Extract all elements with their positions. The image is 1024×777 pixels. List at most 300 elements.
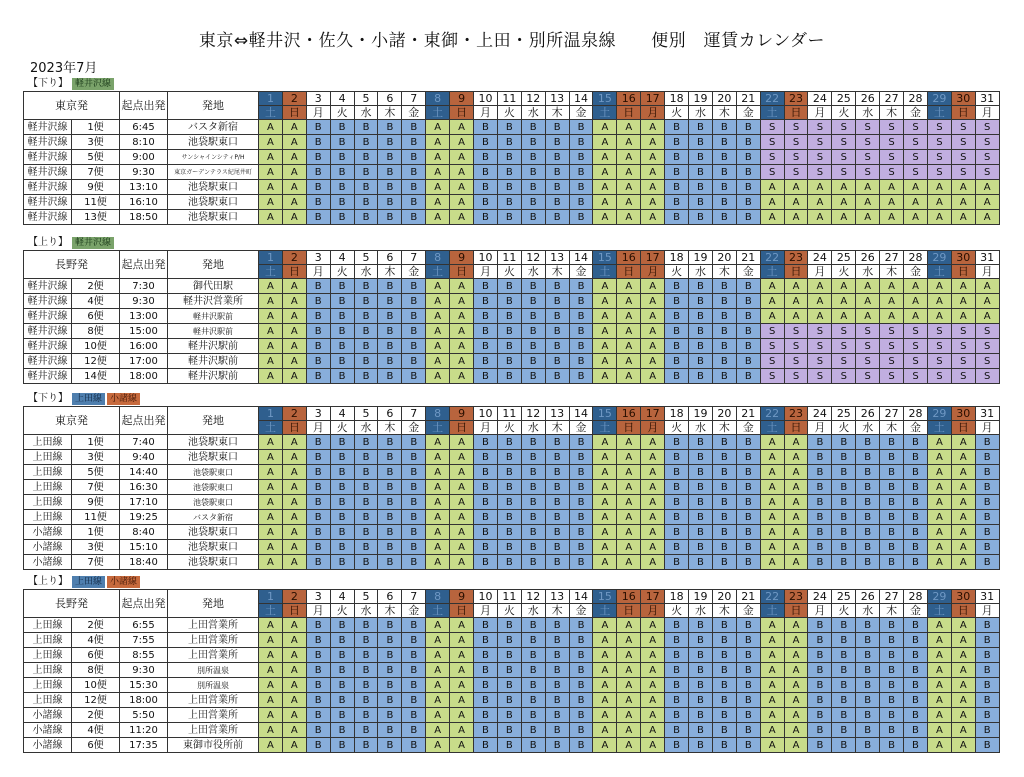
day-number: 6	[378, 92, 402, 106]
fare-cell: A	[641, 339, 665, 354]
fare-cell: B	[545, 294, 569, 309]
bin-number: 10便	[72, 678, 120, 693]
fare-cell: A	[784, 279, 808, 294]
weekday: 火	[665, 421, 689, 435]
line-name: 上田線	[24, 633, 72, 648]
departure-stop: 池袋駅東口	[168, 465, 259, 480]
day-number: 4	[330, 251, 354, 265]
fare-cell: B	[689, 150, 713, 165]
fare-cell: B	[306, 309, 330, 324]
fare-cell: B	[975, 465, 999, 480]
weekday: 水	[354, 265, 378, 279]
fare-cell: S	[975, 369, 999, 384]
line-name: 軽井沢線	[24, 339, 72, 354]
departure-stop: 池袋駅東口	[168, 450, 259, 465]
weekday: 金	[402, 421, 426, 435]
fare-cell: A	[617, 663, 641, 678]
fare-cell: A	[784, 495, 808, 510]
fare-cell: A	[641, 369, 665, 384]
fare-cell: A	[450, 723, 474, 738]
fare-cell: A	[617, 165, 641, 180]
depart-time: 15:00	[120, 324, 168, 339]
fare-cell: B	[665, 495, 689, 510]
departure-stop: 軽井沢駅前	[168, 369, 259, 384]
departure-stop: 池袋駅東口	[168, 540, 259, 555]
fare-cell: B	[402, 309, 426, 324]
fare-cell: A	[259, 369, 283, 384]
departure-stop: 池袋駅東口	[168, 180, 259, 195]
day-number: 16	[617, 92, 641, 106]
fare-cell: A	[617, 723, 641, 738]
section-label	[28, 393, 140, 405]
day-number: 31	[975, 590, 999, 604]
route-tag: 上田線	[72, 576, 105, 588]
line-name: 軽井沢線	[24, 195, 72, 210]
fare-cell: B	[689, 294, 713, 309]
bin-number: 4便	[72, 723, 120, 738]
day-number: 8	[426, 251, 450, 265]
fare-cell: A	[784, 309, 808, 324]
fare-cell: B	[378, 480, 402, 495]
fare-cell: A	[259, 723, 283, 738]
fare-cell: B	[712, 723, 736, 738]
fare-cell: B	[880, 465, 904, 480]
day-number: 4	[330, 92, 354, 106]
fare-cell: A	[617, 339, 641, 354]
day-number: 7	[402, 590, 426, 604]
bin-number: 7便	[72, 555, 120, 570]
fare-cell: B	[354, 555, 378, 570]
fare-cell: A	[282, 294, 306, 309]
line-name: 上田線	[24, 495, 72, 510]
fare-cell: A	[784, 633, 808, 648]
fare-cell: S	[784, 150, 808, 165]
fare-cell: A	[282, 723, 306, 738]
weekday: 日	[951, 604, 975, 618]
fare-cell: B	[306, 279, 330, 294]
bin-number: 1便	[72, 120, 120, 135]
fare-cell: B	[474, 708, 498, 723]
bin-number: 6便	[72, 648, 120, 663]
fare-cell: B	[665, 450, 689, 465]
fare-cell: A	[593, 738, 617, 753]
schedule-row	[24, 120, 1000, 135]
bin-number: 9便	[72, 180, 120, 195]
bin-number: 13便	[72, 210, 120, 225]
day-number: 1	[259, 590, 283, 604]
day-number: 12	[521, 92, 545, 106]
fare-cell: B	[497, 648, 521, 663]
depart-time-header: 起点出発	[120, 590, 168, 618]
fare-cell: S	[784, 135, 808, 150]
fare-cell: B	[736, 279, 760, 294]
fare-cell: A	[927, 465, 951, 480]
day-number: 3	[306, 251, 330, 265]
weekday: 火	[330, 421, 354, 435]
fare-cell: A	[593, 510, 617, 525]
fare-cell: B	[306, 435, 330, 450]
weekday: 水	[856, 265, 880, 279]
fare-cell: A	[880, 279, 904, 294]
day-number: 29	[927, 407, 951, 421]
fare-cell: B	[712, 678, 736, 693]
fare-cell: B	[880, 678, 904, 693]
fare-cell: A	[617, 540, 641, 555]
fare-cell: B	[975, 555, 999, 570]
fare-cell: A	[951, 294, 975, 309]
fare-cell: S	[784, 354, 808, 369]
fare-cell: A	[593, 354, 617, 369]
fare-cell: B	[378, 180, 402, 195]
fare-cell: B	[306, 540, 330, 555]
fare-cell: B	[378, 165, 402, 180]
fare-cell: B	[354, 210, 378, 225]
fare-cell: B	[712, 369, 736, 384]
fare-cell: B	[569, 369, 593, 384]
fare-cell: B	[330, 165, 354, 180]
fare-cell: B	[330, 648, 354, 663]
fare-cell: B	[545, 663, 569, 678]
fare-cell: B	[330, 294, 354, 309]
line-name: 軽井沢線	[24, 369, 72, 384]
fare-cell: A	[760, 663, 784, 678]
fare-cell: B	[306, 354, 330, 369]
fare-cell: B	[354, 480, 378, 495]
fare-cell: A	[927, 738, 951, 753]
day-number: 17	[641, 92, 665, 106]
fare-cell: B	[569, 120, 593, 135]
fare-cell: S	[856, 339, 880, 354]
bin-number: 11便	[72, 510, 120, 525]
bin-number: 3便	[72, 135, 120, 150]
weekday: 火	[832, 265, 856, 279]
fare-cell: B	[474, 339, 498, 354]
day-number: 15	[593, 407, 617, 421]
fare-cell: B	[306, 465, 330, 480]
day-number: 6	[378, 590, 402, 604]
fare-cell: B	[712, 648, 736, 663]
fare-cell: A	[593, 180, 617, 195]
fare-cell: A	[282, 354, 306, 369]
departure-stop: 別所温泉	[168, 663, 259, 678]
fare-cell: B	[354, 369, 378, 384]
fare-cell: B	[402, 450, 426, 465]
fare-cell: A	[951, 480, 975, 495]
fare-cell: A	[593, 135, 617, 150]
fare-cell: B	[378, 708, 402, 723]
fare-cell: A	[426, 693, 450, 708]
fare-cell: A	[450, 618, 474, 633]
day-number: 29	[927, 590, 951, 604]
fare-cell: B	[402, 135, 426, 150]
fare-cell: A	[617, 279, 641, 294]
weekday: 金	[904, 604, 928, 618]
day-number: 16	[617, 251, 641, 265]
depart-time: 14:40	[120, 465, 168, 480]
fare-cell: B	[330, 618, 354, 633]
fare-cell: S	[927, 339, 951, 354]
fare-cell: B	[378, 678, 402, 693]
fare-cell: B	[975, 435, 999, 450]
fare-cell: B	[402, 324, 426, 339]
day-number: 24	[808, 407, 832, 421]
fare-cell: B	[545, 279, 569, 294]
fare-cell: B	[689, 663, 713, 678]
fare-cell: B	[665, 693, 689, 708]
day-number: 6	[378, 407, 402, 421]
fare-cell: S	[832, 324, 856, 339]
fare-cell: B	[689, 540, 713, 555]
fare-cell: S	[856, 354, 880, 369]
weekday: 日	[617, 106, 641, 120]
day-number: 19	[689, 590, 713, 604]
day-number: 14	[569, 590, 593, 604]
schedule-row	[24, 555, 1000, 570]
day-number: 14	[569, 407, 593, 421]
fare-cell: B	[474, 678, 498, 693]
bin-number: 12便	[72, 354, 120, 369]
fare-cell: B	[832, 480, 856, 495]
day-number: 24	[808, 92, 832, 106]
fare-cell: B	[545, 369, 569, 384]
fare-cell: B	[378, 294, 402, 309]
fare-cell: A	[760, 648, 784, 663]
fare-cell: S	[904, 120, 928, 135]
weekday: 水	[521, 106, 545, 120]
day-number: 12	[521, 251, 545, 265]
fare-cell: B	[569, 279, 593, 294]
fare-cell: A	[641, 663, 665, 678]
fare-cell: B	[497, 495, 521, 510]
bin-number: 8便	[72, 663, 120, 678]
fare-cell: B	[832, 618, 856, 633]
fare-cell: A	[593, 150, 617, 165]
fare-cell: B	[497, 540, 521, 555]
fare-cell: B	[880, 525, 904, 540]
fare-cell: A	[426, 150, 450, 165]
fare-cell: S	[760, 339, 784, 354]
fare-cell: B	[545, 324, 569, 339]
fare-cell: A	[641, 738, 665, 753]
weekday: 土	[927, 106, 951, 120]
fare-cell: B	[521, 555, 545, 570]
schedule-row	[24, 180, 1000, 195]
schedule-row	[24, 618, 1000, 633]
fare-cell: B	[378, 150, 402, 165]
fare-cell: B	[306, 180, 330, 195]
fare-cell: B	[712, 354, 736, 369]
weekday: 日	[617, 604, 641, 618]
route-tag: 小諸線	[107, 576, 140, 588]
fare-cell: A	[927, 648, 951, 663]
fare-cell: B	[736, 450, 760, 465]
fare-cell: A	[832, 309, 856, 324]
fare-cell: A	[259, 339, 283, 354]
fare-cell: B	[378, 465, 402, 480]
fare-cell: A	[282, 279, 306, 294]
fare-cell: B	[545, 510, 569, 525]
fare-cell: A	[426, 480, 450, 495]
fare-cell: A	[951, 663, 975, 678]
fare-cell: B	[378, 723, 402, 738]
fare-cell: A	[641, 279, 665, 294]
fare-cell: A	[760, 279, 784, 294]
fare-cell: A	[282, 648, 306, 663]
fare-cell: A	[426, 708, 450, 723]
fare-cell: A	[617, 210, 641, 225]
fare-cell: S	[975, 120, 999, 135]
weekday: 土	[426, 604, 450, 618]
fare-cell: A	[927, 525, 951, 540]
day-number: 28	[904, 590, 928, 604]
fare-cell: B	[521, 324, 545, 339]
fare-cell: B	[330, 525, 354, 540]
day-number: 2	[282, 92, 306, 106]
fare-cell: B	[474, 495, 498, 510]
day-number: 22	[760, 590, 784, 604]
fare-cell: B	[832, 465, 856, 480]
departure-stop: 東御市役所前	[168, 738, 259, 753]
fare-cell: B	[904, 510, 928, 525]
weekday: 火	[832, 106, 856, 120]
fare-cell: B	[402, 435, 426, 450]
fare-cell: B	[665, 708, 689, 723]
fare-cell: B	[856, 633, 880, 648]
weekday: 金	[736, 421, 760, 435]
fare-cell: A	[951, 180, 975, 195]
fare-cell: A	[975, 210, 999, 225]
fare-cell: B	[689, 450, 713, 465]
depart-time: 9:30	[120, 294, 168, 309]
day-number: 11	[497, 590, 521, 604]
fare-cell: A	[617, 495, 641, 510]
fare-cell: A	[450, 165, 474, 180]
weekday: 月	[808, 421, 832, 435]
fare-cell: B	[736, 525, 760, 540]
fare-cell: B	[354, 354, 378, 369]
fare-cell: B	[712, 324, 736, 339]
fare-cell: B	[736, 150, 760, 165]
fare-cell: A	[282, 339, 306, 354]
fare-cell: B	[306, 648, 330, 663]
day-number: 1	[259, 407, 283, 421]
fare-cell: B	[378, 324, 402, 339]
fare-cell: B	[665, 210, 689, 225]
schedule-row	[24, 150, 1000, 165]
weekday: 土	[259, 604, 283, 618]
fare-cell: B	[736, 510, 760, 525]
fare-cell: B	[665, 525, 689, 540]
fare-cell: B	[856, 708, 880, 723]
fare-cell: A	[282, 210, 306, 225]
fare-cell: A	[593, 294, 617, 309]
day-number: 25	[832, 92, 856, 106]
departure-stop: サンシャインシティP/H	[168, 150, 259, 165]
fare-cell: B	[354, 165, 378, 180]
fare-cell: B	[521, 180, 545, 195]
fare-cell: B	[856, 495, 880, 510]
fare-cell: A	[760, 525, 784, 540]
fare-cell: A	[904, 279, 928, 294]
fare-cell: A	[951, 210, 975, 225]
fare-cell: B	[808, 540, 832, 555]
fare-cell: S	[975, 165, 999, 180]
fare-cell: B	[474, 693, 498, 708]
fare-cell: B	[378, 525, 402, 540]
fare-cell: A	[450, 435, 474, 450]
fare-cell: B	[832, 723, 856, 738]
fare-cell: S	[832, 369, 856, 384]
fare-cell: B	[306, 510, 330, 525]
fare-cell: B	[306, 738, 330, 753]
fare-cell: A	[641, 195, 665, 210]
fare-cell: A	[951, 555, 975, 570]
fare-cell: B	[306, 195, 330, 210]
fare-cell: B	[569, 165, 593, 180]
weekday: 土	[927, 604, 951, 618]
fare-cell: A	[593, 633, 617, 648]
fare-cell: B	[306, 495, 330, 510]
line-name: 軽井沢線	[24, 210, 72, 225]
direction-label: 【上り】	[28, 576, 68, 587]
fare-table	[23, 250, 1000, 384]
weekday: 水	[689, 106, 713, 120]
weekday: 木	[880, 106, 904, 120]
fare-cell: B	[856, 510, 880, 525]
fare-cell: A	[951, 525, 975, 540]
fare-cell: B	[569, 135, 593, 150]
departure-stop: 池袋駅東口	[168, 195, 259, 210]
fare-cell: B	[402, 210, 426, 225]
fare-cell: S	[760, 120, 784, 135]
fare-cell: A	[593, 525, 617, 540]
schedule-row	[24, 723, 1000, 738]
departure-stop: 上田営業所	[168, 723, 259, 738]
day-number: 27	[880, 590, 904, 604]
weekday: 月	[975, 265, 999, 279]
fare-cell: A	[641, 693, 665, 708]
fare-cell: B	[975, 648, 999, 663]
fare-cell: B	[665, 180, 689, 195]
fare-cell: B	[402, 495, 426, 510]
fare-cell: B	[474, 465, 498, 480]
fare-cell: A	[832, 210, 856, 225]
fare-cell: B	[474, 525, 498, 540]
departure-stop: 池袋駅東口	[168, 525, 259, 540]
fare-cell: A	[641, 708, 665, 723]
bin-number: 6便	[72, 738, 120, 753]
fare-cell: B	[808, 663, 832, 678]
fare-cell: A	[808, 195, 832, 210]
fare-cell: A	[426, 180, 450, 195]
fare-cell: B	[712, 708, 736, 723]
fare-cell: B	[306, 678, 330, 693]
fare-cell: S	[927, 369, 951, 384]
day-number: 14	[569, 251, 593, 265]
fare-cell: B	[330, 150, 354, 165]
fare-cell: A	[426, 435, 450, 450]
fare-cell: A	[259, 708, 283, 723]
weekday: 火	[832, 604, 856, 618]
weekday: 金	[569, 265, 593, 279]
fare-cell: A	[282, 495, 306, 510]
departure-stop: 御代田駅	[168, 279, 259, 294]
fare-cell: A	[282, 465, 306, 480]
fare-cell: A	[282, 135, 306, 150]
weekday: 木	[880, 421, 904, 435]
fare-cell: B	[569, 294, 593, 309]
fare-cell: B	[569, 354, 593, 369]
